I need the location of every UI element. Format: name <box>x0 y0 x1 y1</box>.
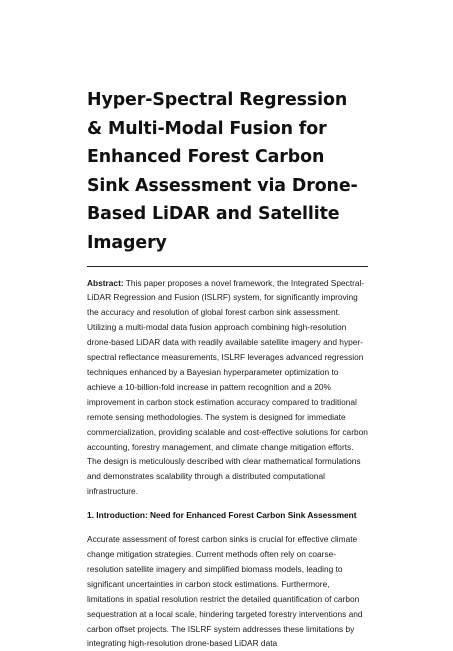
title-divider <box>87 266 368 267</box>
section-heading: 1. Introduction: Need for Enhanced Forest Carbon Sink Assessment <box>87 510 357 521</box>
paper-title: Hyper-Spectral Regression & Multi-Modal Fusion for Enhanced Forest Carbon Sink Assessment via Drone-Based LiDAR and Satellite Imagery <box>87 90 358 253</box>
abstract-paragraph <box>87 276 368 500</box>
abstract-label: Abstract: <box>87 277 124 288</box>
paper-page <box>87 86 368 651</box>
abstract-text: This paper proposes a novel framework, the Integrated Spectral-LiDAR Regression and Fusion (ISLRF) system, for significantly improving the accuracy and resolution of global forest carbon sink assessment. Utilizing a multi-modal data fusion approach combining high-resolution drone-based LiDAR data with readily available satellite imagery and hyper-spectral reflectance measurements, ISLRF leverages advanced regression techniques enhanced by a Bayesian hyperparameter optimization to achieve a 10-billion-fold increase in pattern recognition and a 20% improvement in carbon stock estimation accuracy compared to traditional remote sensing methodologies. The system is designed for immediate commercialization, providing scalable and cost-effective solutions for carbon accounting, forestry management, and climate change mitigation efforts. The design is meticulously described with clear mathematical formulations and demonstrates scalability through a distributed computational infrastructure. <box>87 277 368 497</box>
section-body: Accurate assessment of forest carbon sinks is crucial for effective climate change mitigation strategies. Current methods often rely on coarse-resolution satellite imagery and simplified biomass models, leading to significant uncertainties in carbon stock estimations. Furthermore, limitations in spatial resolution restrict the detailed quantification of carbon sequestration at a local scale, hindering targeted forestry interventions and carbon offset projects. The ISLRF system addresses these limitations by integrating high-resolution drone-based LiDAR data <box>87 534 363 649</box>
